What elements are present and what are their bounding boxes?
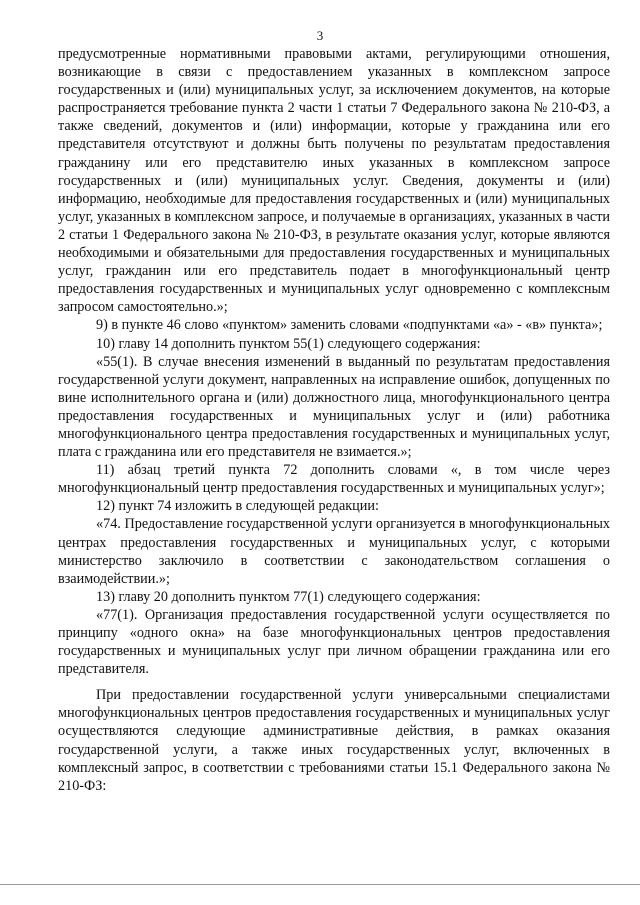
paragraph-universal-specialists: При предоставлении государственной услуги универсальными специалистами многофункциональных центров предоставления государственных и муниципальных услуг осуществляются следующие административные действия, в рамках оказания государственной услуги, а также иных государственных услуг, включенных в комплексный запрос, в соответствии с требованиями статьи 15.1 Федерального закона № 210-ФЗ: xyxy=(58,687,610,794)
paragraph-item-12: 12) пункт 74 изложить в следующей редакции: xyxy=(96,498,379,515)
paragraph-item-13: 13) главу 20 дополнить пунктом 77(1) следующего содержания: xyxy=(96,588,481,605)
paragraph-continuation: предусмотренные нормативными правовыми актами, регулирующими отношения, возникающие в связи с предоставлением указанных в комплексном запросе государственных и (или) муниципальных услуг, за исключением документов, на которые распространяется требование пункта 2 части 1 статьи 7 Федерального закона № 210-ФЗ, а также сведений, документов и (или) информации, которые у гражданина или его представителя отсутствуют и должны быть получены по результатам предоставления гражданину или его представителю иных указанных в комплексном запросе государственных и (или) муниципальных услуг. Сведения, документы и (или) информацию, необходимые для предоставления государственных и (или) муниципальных услуг, указанных в комплексном запросе, и получаемые в организациях, указанных в части 2 статьи 1 Федерального закона № 210-ФЗ, в результате оказания услуг, которые являются необходимыми и обязательными для предоставления государственных и муниципальных услуг, гражданин или его представитель подает в многофункциональный центр предоставления государственных и муниципальных услуг одновременно с комплексным запросом самостоятельно.»; xyxy=(58,46,610,316)
paragraph-item-9: 9) в пункте 46 слово «пунктом» заменить словами «подпунктами «а» - «в» пункта»; xyxy=(96,317,603,334)
page-number: 3 xyxy=(316,28,324,43)
paragraph-clause-74: «74. Предоставление государственной услуги организуется в многофункциональных центрах предоставления государственных и муниципальных услуг, с которыми министерство заключило в соответствии с законодательством соглашения о взаимодействии.»; xyxy=(58,516,610,587)
paragraph-clause-77-1: «77(1). Организация предоставления государственной услуги осуществляется по принципу «одного окна» на базе многофункциональных центров предоставления государственных и муниципальных услуг при личном обращении гражданина или его представителя. xyxy=(58,606,610,678)
paragraph-clause-55-1: «55(1). В случае внесения изменений в выданный по результатам предоставления государственной услуги документ, направленных на исправление ошибок, допущенных по вине исполнительного органа и (или) должностного лица, многофункционального центра предоставления государственных и муниципальных услуг и (или) работника многофункционального центра предоставления государственных и муниципальных услуг, плата с гражданина или его представителя не взимается.»; xyxy=(58,353,610,461)
paragraph-item-11: 11) абзац третий пункта 72 дополнить словами «, в том числе через многофункциональный центр предоставления государственных и муниципальных услуг»; xyxy=(58,462,610,497)
bottom-rule xyxy=(0,884,640,885)
paragraph-item-10: 10) главу 14 дополнить пунктом 55(1) следующего содержания: xyxy=(96,335,481,352)
document-body xyxy=(58,45,610,795)
